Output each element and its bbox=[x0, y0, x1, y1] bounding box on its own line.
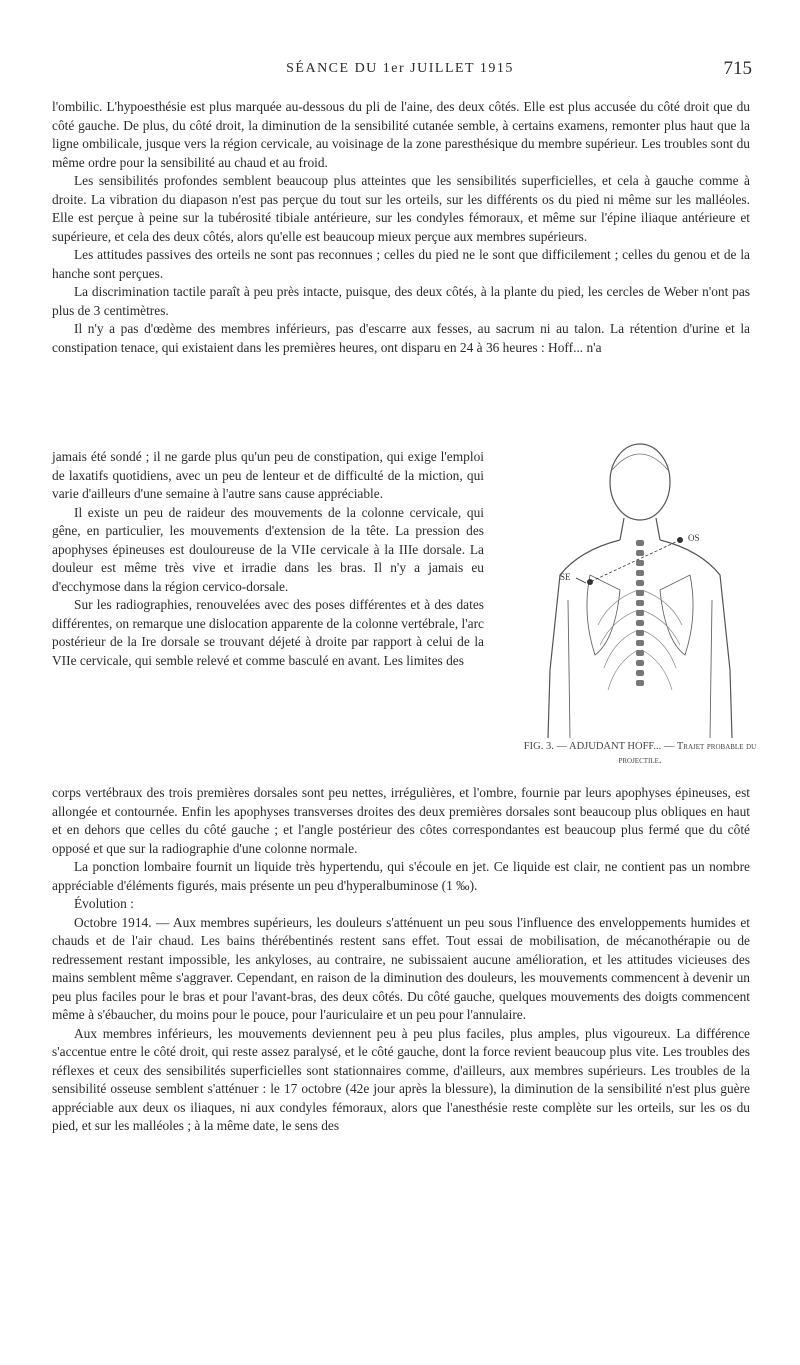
figure-label-se: SE bbox=[560, 572, 571, 582]
paragraph: Les sensibilités profondes semblent beaucoup plus atteintes que les sensibilités superficielles, et cela à gauche comme à droite. La vibration du diapason n'est pas perçue du tout sur les orteils, sur les différents os du pied ni même sur les malléoles. Elle est perçue à peine sur la tubérosité tibiale antérieure, sur les condyles fémoraux, et même sur l'épine iliaque antérieure et supérieure, et cela des deux côtés, alors qu'elle est beaucoup mieux perçue aux membres supérieurs. bbox=[52, 173, 750, 244]
page-number: 715 bbox=[723, 58, 752, 79]
paragraph: jamais été sondé ; il ne garde plus qu'un peu de constipation, qui exige l'emploi de laxatifs quotidiens, avec un peu de lenteur et de difficulté de la miction, qui varie d'ailleurs d'une semaine à l'autre sans cause appréciable. bbox=[52, 449, 484, 501]
section-label: Évolution : bbox=[74, 896, 134, 911]
figure-label-os: OS bbox=[688, 533, 700, 543]
paragraph: corps vertébraux des trois premières dorsales sont peu nettes, irrégulières, et l'ombre, fournie par leurs apophyses épineuses, est allongée et contournée. Enfin les apophyses transverses droites des deux premières dorsales sont beaucoup plus obliques en haut et en dehors que celles du côté gauche ; et l'angle postérieur des côtes correspondantes est beaucoup plus fermé que du côté opposé et que sur la radiographie d'une colonne normale. bbox=[52, 785, 750, 856]
back-anatomy-drawing bbox=[520, 440, 760, 740]
paragraph: Sur les radiographies, renouvelées avec des poses différentes et à des dates différentes, on remarque une dislocation apparente de la colonne vertébrale, l'arc postérieur de la Ire dorsale se trouvant déjeté à droite par rapport à celui de la VIIe cervicale, qui semble relevé et comme basculé en avant. Les limites des bbox=[52, 597, 484, 668]
paragraph: Il n'y a pas d'œdème des membres inférieurs, pas d'escarre aux fesses, au sacrum ni au talon. La rétention d'urine et la constipation tenace, qui existaient dans les premières heures, ont disparu en 24 à 36 heures : Hoff... n'a bbox=[52, 321, 750, 355]
paragraph: Il existe un peu de raideur des mouvements de la colonne cervicale, qui gêne, en particulier, les mouvements d'extension de la tête. La pression des apophyses épineuses est douloureuse de la VIIe cervicale à la IIIe dorsale. La douleur est même très vive et irradie dans les bras. Il n'y a jamais eu d'ecchymose dans la région cervico-dorsale. bbox=[52, 504, 484, 594]
paragraph: La discrimination tactile paraît à peu près intacte, puisque, des deux côtés, à la plante du pied, les cercles de Weber n'ont pas plus de 3 centimètres. bbox=[52, 284, 750, 318]
paragraph: La ponction lombaire fournit un liquide très hypertendu, qui s'écoule en jet. Ce liquide est clair, ne contient pas un nombre appréciable d'éléments figurés, mais présente un peu d'hyperalbuminose (1 ‰). bbox=[52, 859, 750, 893]
running-title: SÉANCE DU 1er JUILLET 1915 bbox=[286, 61, 514, 76]
text-narrow bbox=[52, 448, 484, 670]
figure-illustration bbox=[520, 440, 760, 740]
paragraph: Aux membres inférieurs, les mouvements deviennent peu à peu plus faciles, plus amples, plus vigoureux. La différence s'accentue entre le côté droit, qui reste assez paralysé, et le côté gauche, dont la force revient beaucoup plus vite. Les troubles des réflexes et ceux des sensibilités superficielles sont stationnaires comme, d'ailleurs, aux membres supérieurs. Les troubles de la sensibilité osseuse semblent s'atténuer : le 17 octobre (42e jour après la blessure), la diminution de la sensibilité n'est plus guère appréciable aux deux os iliaques, ni aux condyles fémoraux, alors que l'anesthésie reste complète sur les orteils, sur les os du pied, et sur les malléoles ; à la même date, le sens des bbox=[52, 1025, 750, 1133]
paragraph: l'ombilic. L'hypoesthésie est plus marquée au-dessous du pli de l'aine, des deux côtés. Elle est plus accusée du côté droit que du côté gauche. De plus, du côté droit, la diminution de la sensibilité cutanée semble, à certains examens, remonter plus haut que la ligne ombilicale, jusque vers la région cervicale, au voisinage de la zone paresthésique du membre supérieur. Les troubles sont du même ordre pour la sensibilité au chaud et au froid. bbox=[52, 99, 750, 170]
paragraph: Octobre 1914. — Aux membres supérieurs, les douleurs s'atténuent un peu sous l'influence des enveloppements humides et chauds et de l'air chaud. Les bains thérébentinés restent sans effet. Tout essai de mobilisation, de mécanothérapie ou de redressement restant impossible, les ankyloses, au contraire, ne subissaient aucune amélioration, et les attitudes vicieuses des mains semblent même s'aggraver. Cependant, en raison de la diminution des douleurs, les mouvements commencent à devenir un peu plus faciles pour le bras et pour l'avant-bras, des deux côtés. Du côté gauche, quelques mouvements des doigts commencent même à s'ébaucher, du moins pour le pouce, pour l'auriculaire et un peu pour l'annulaire. bbox=[52, 914, 750, 1022]
text-bottom bbox=[52, 784, 750, 1136]
paragraph: Les attitudes passives des orteils ne sont pas reconnues ; celles du pied ne le sont que difficilement ; celles du genou et de la hanche sont perçues. bbox=[52, 247, 750, 281]
figure-caption: FIG. 3. — ADJUDANT HOFF... — Trajet probable du projectile. bbox=[523, 741, 757, 766]
page-header bbox=[0, 58, 800, 82]
text-top bbox=[52, 98, 750, 357]
